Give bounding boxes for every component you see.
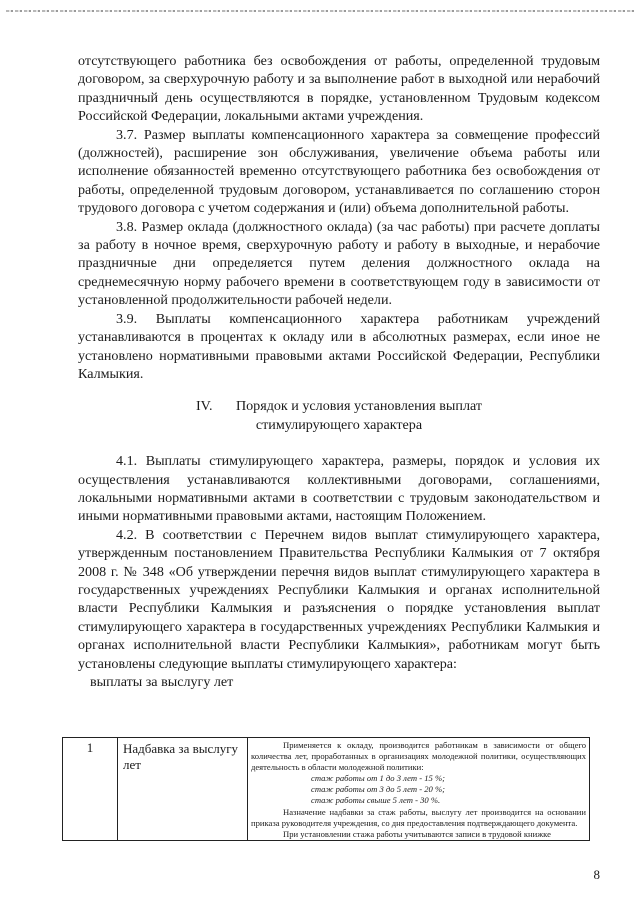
row-number: 1 <box>63 738 118 841</box>
paragraph-4-1: 4.1. Выплаты стимулирующего характера, размеры, порядок и условия их осуществления устанавливаются коллективными договорами, соглашениями, локальными нормативными актами в соответствии с трудовым законодательством и иными нормативными правовыми актами, настоящим Положением. <box>78 453 600 525</box>
payment-category-label: выплаты за выслугу лет <box>90 674 234 690</box>
rate-1-3-years: стаж работы от 1 до 3 лет - 15 %; <box>311 773 445 784</box>
page-number: 8 <box>593 867 600 882</box>
rate-over-5-years: стаж работы свыше 5 лет - 30 %. <box>311 795 441 806</box>
desc-intro: Применяется к окладу, производится работникам в зависимости от общего количества лет, проработанных в организациях молодежной политики, осуществляющих деятельность в области молодежной политики: <box>251 740 586 773</box>
table-row <box>63 738 590 841</box>
section-title-line2: стимулирующего характера <box>255 416 423 433</box>
desc-last-line: При установлении стажа работы учитываются записи в трудовой книжке <box>283 828 551 839</box>
paragraph-3-9: 3.9. Выплаты компенсационного характера работникам учреждений устанавливаются в процентах к окладу или в абсолютных размерах, если иное не установлено нормативными правовыми актами Российской Федерации, Республики Калмыкия. <box>78 310 600 382</box>
row-payment-name: Надбавка за выслугу лет <box>118 738 248 841</box>
payment-table <box>62 737 590 841</box>
paragraph-3-7: 3.7. Размер выплаты компенсационного характера за совмещение профессий (должностей), расширение зон обслуживания, увеличение объема работы или исполнение обязанностей временно отсутствующего работника без освобождения от работы, определенной трудовым договором, устанавливается по соглашению сторон трудового договора с учетом содержания и (или) объема дополнительной работы. <box>78 126 600 217</box>
paragraph-3-6-continuation: отсутствующего работника без освобождения от работы, определенной трудовым договором, за сверхурочную работу и за выполнение работ в выходной или нерабочий праздничный день осуществляются в порядке, установленном Трудовым кодексом Российской Федерации, локальными актами учреждения. <box>78 53 600 125</box>
section-number: IV. <box>195 398 213 415</box>
desc-assignment: Назначение надбавки за стаж работы, выслугу лет производится на основании приказа руководителя учреждения, со дня предоставления подтверждающего документа. <box>251 806 586 828</box>
section-title-line1: Порядок и условия установления выплат <box>235 398 483 415</box>
paragraph-4-2: 4.2. В соответствии с Перечнем видов выплат стимулирующего характера, утвержденным постановлением Правительства Республики Калмыкия от 7 октября 2008 г. № 348 «Об утверждении перечня видов выплат стимулирующего характера в государственных учреждениях Республики Калмыкия и органах исполнительной власти Республики Калмыкия и разъяснения о порядке установления выплат стимулирующего характера в государственных учреждениях Республики Калмыкия и органах исполнительной власти Республики Калмыкия», работникам могут быть установлены следующие выплаты стимулирующего характера: <box>78 526 600 672</box>
row-description <box>248 738 590 841</box>
scan-top-edge <box>6 10 634 12</box>
section-heading <box>78 397 600 434</box>
page-body <box>78 52 600 691</box>
rate-3-5-years: стаж работы от 3 до 5 лет - 20 %; <box>311 784 445 795</box>
paragraph-3-8: 3.8. Размер оклада (должностного оклада) (за час работы) при расчете доплаты за работу в ночное время, сверхурочную работу и работу в выходные, и нерабочие праздничные дни определяется путем деления должностного оклада на среднемесячную норму рабочего времени в соответствующем году в зависимости от установленной продолжительности рабочей недели. <box>78 218 600 309</box>
